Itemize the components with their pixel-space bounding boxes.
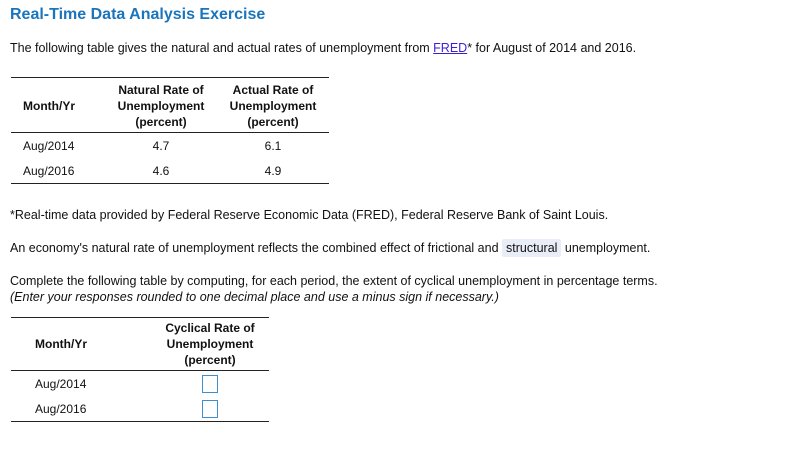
header-natural-line2: Unemployment <box>117 99 205 113</box>
cyclical-rate-table <box>11 317 269 422</box>
sentence-after: unemployment. <box>561 241 651 255</box>
row-actual-rate: 4.9 <box>264 163 282 178</box>
instructions-line2 <box>10 289 499 305</box>
exercise-title: Real-Time Data Analysis Exercise <box>10 6 266 23</box>
header-actual-line3: (percent) <box>247 115 299 129</box>
fred-link[interactable]: FRED <box>433 41 468 55</box>
row-natural-rate: 4.6 <box>152 163 170 178</box>
selected-answer-structural[interactable]: structural <box>502 239 561 257</box>
instructions-line1: Complete the following table by computing, for each period, the extent of cyclical unemployment in percentage terms. <box>10 274 658 288</box>
instructions-italic: (Enter your responses rounded to one decimal place and use a minus sign if necessary.) <box>10 290 499 304</box>
table-row <box>11 158 329 184</box>
header-month: Month/Yr <box>11 78 105 133</box>
header-month: Month/Yr <box>11 318 151 371</box>
cyclical-rate-input-2016[interactable] <box>202 400 218 418</box>
table-row <box>11 133 329 159</box>
sentence-before: An economy's natural rate of unemployment reflects the combined effect of frictional and <box>10 241 503 255</box>
header-cyclical-rate <box>151 318 269 371</box>
row-natural-rate: 4.7 <box>152 138 170 153</box>
row-cyclical-cell <box>151 396 269 422</box>
footnote: *Real-time data provided by Federal Reserve Economic Data (FRED), Federal Reserve Bank of Saint Louis. <box>10 208 609 222</box>
header-actual-line2: Unemployment <box>229 99 317 113</box>
unemployment-rates-table <box>11 77 329 184</box>
header-cyclical-line3: (percent) <box>184 353 236 367</box>
header-natural-rate <box>105 78 217 133</box>
row-cyclical-cell <box>151 371 269 397</box>
table-row <box>11 371 269 397</box>
header-natural-line3: (percent) <box>135 115 187 129</box>
header-cyclical-line1: Cyclical Rate of <box>165 321 255 335</box>
row-month: Aug/2016 <box>23 163 75 178</box>
row-month: Aug/2014 <box>35 376 87 391</box>
intro-text <box>10 40 636 56</box>
header-cyclical-line2: Unemployment <box>166 337 254 351</box>
table-row <box>11 396 269 422</box>
header-actual-rate <box>217 78 329 133</box>
cyclical-rate-input-2014[interactable] <box>202 375 218 393</box>
intro-before-link: The following table gives the natural and actual rates of unemployment from <box>10 41 434 55</box>
row-month: Aug/2014 <box>23 138 75 153</box>
intro-after-link: * for August of 2014 and 2016. <box>467 41 637 55</box>
natural-rate-sentence <box>10 240 650 256</box>
header-actual-line1: Actual Rate of <box>232 83 314 97</box>
header-natural-line1: Natural Rate of <box>118 83 204 97</box>
row-actual-rate: 6.1 <box>264 138 282 153</box>
row-month: Aug/2016 <box>35 401 87 416</box>
